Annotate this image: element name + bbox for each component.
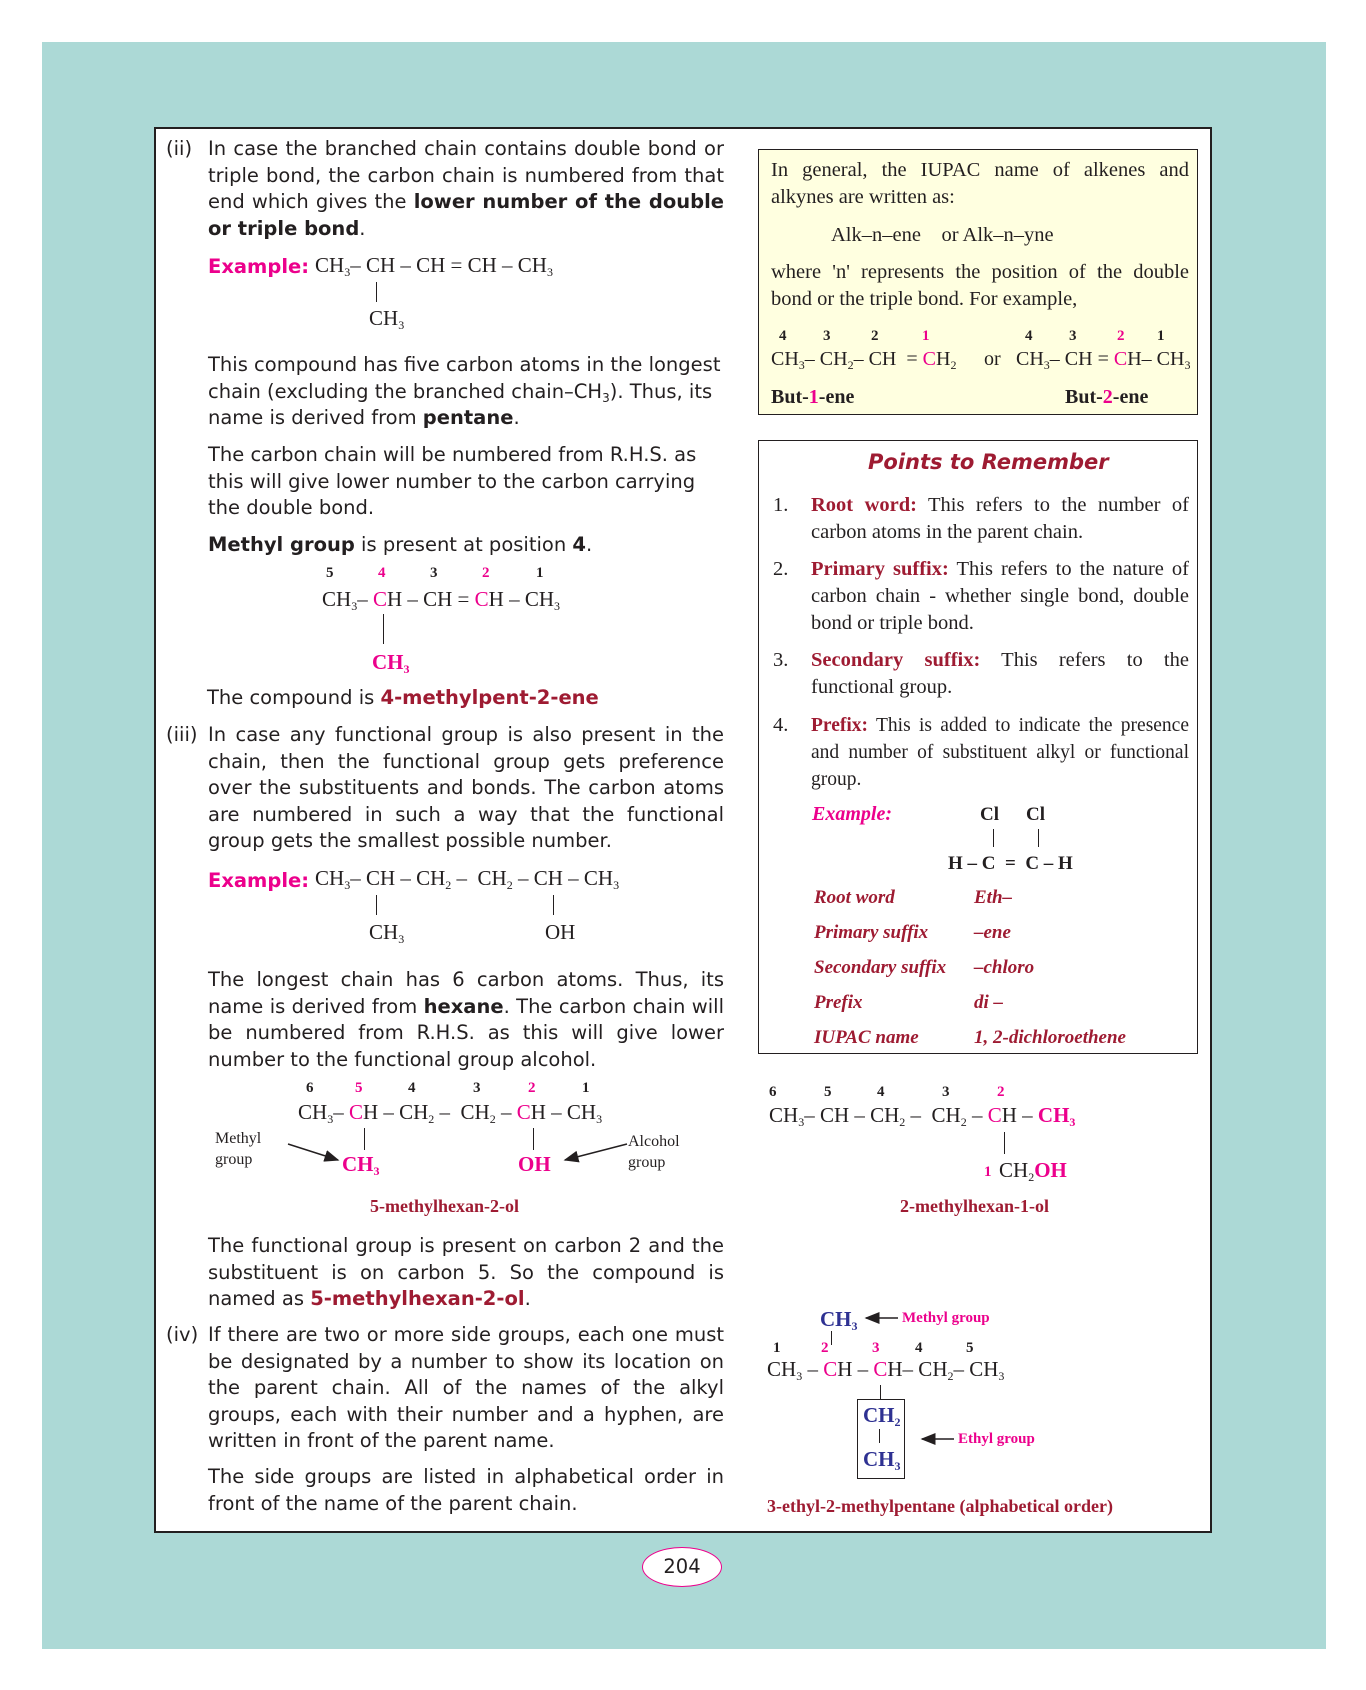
- bond-line: [364, 1128, 365, 1150]
- alcohol-group-label: Alcohol group: [628, 1133, 680, 1171]
- chain-number: 1: [773, 1340, 781, 1356]
- chain-number: 2: [1117, 328, 1125, 344]
- chain-number: 3: [430, 565, 438, 581]
- iii-example-label: Example:: [208, 869, 310, 892]
- iii-caption: 5-methylhexan-2-ol: [370, 1196, 519, 1216]
- general-text-1: In general, the IUPAC name of alkenes and alkynes are written as:: [771, 159, 1189, 208]
- chain-number: 3: [823, 328, 831, 344]
- chain-number: 6: [306, 1080, 314, 1096]
- chain-number: 2: [821, 1340, 829, 1356]
- general-text-2: where 'n' represents the position of the double bond or the triple bond. For example,: [771, 261, 1189, 310]
- points-row-key: IUPAC name: [814, 1027, 919, 1048]
- bond-line: [1038, 829, 1039, 847]
- hexanol-chain: $CH_3-$ CH – $CH_2 - CH_2$ – CH – $CH_3$: [769, 1103, 1076, 1129]
- chain-number: 6: [769, 1084, 777, 1100]
- point-2: Primary suffix: This refers to the nature of carbon chain - whether single bond, double bond or triple bond.: [811, 558, 1189, 634]
- points-example-label: Example:: [812, 803, 892, 825]
- points-row-value: 1, 2-dichloroethene: [974, 1027, 1126, 1048]
- methyl-group-tag: Methyl group: [902, 1310, 990, 1326]
- chain-number: 2: [871, 328, 879, 344]
- chain-number: 4: [915, 1340, 923, 1356]
- arrow-to-methyl-icon: [260, 1138, 342, 1168]
- iii-branch-ch3: $CH_3$: [369, 920, 405, 946]
- bond-line: [879, 1429, 880, 1443]
- chain-number: 3: [942, 1084, 950, 1100]
- chain-number: 2: [482, 565, 490, 581]
- point-number: 3.: [773, 649, 789, 671]
- bond-line: [376, 282, 377, 302]
- or-text: or: [984, 348, 1001, 370]
- ii-example-branch: $CH_3$: [369, 306, 405, 332]
- points-row-key: Secondary suffix: [814, 957, 947, 978]
- arrow-methyl-icon: [862, 1310, 902, 1326]
- iii-example-chain: $CH_3-$ CH – $CH_2 - CH_2$ – CH – $CH_3$: [315, 866, 620, 892]
- points-row-value: –chloro: [974, 957, 1035, 978]
- chain-number: 5: [824, 1084, 832, 1100]
- ethyl-ch2: $CH_2$: [863, 1403, 901, 1429]
- chain-number: 4: [378, 565, 386, 581]
- chain-number: 3: [1069, 328, 1077, 344]
- point-4: Prefix: This is added to indicate the presence and number of substituent alkyl or functional group.: [811, 715, 1189, 790]
- general-formula: Alk–n–ene or Alk–n–yne: [831, 224, 1054, 246]
- arrow-to-alcohol-icon: [555, 1138, 635, 1168]
- bond-line: [880, 1385, 881, 1399]
- iii-para-1: The longest chain has 6 carbon atoms. Thus, its name is derived from hexane. The carbon chain will be numbered from R.H.S. as this will give lower number to the functional group alcohol.: [208, 968, 725, 1071]
- dichloroethene-structure: H – C = C – H: [948, 853, 1073, 874]
- bond-line: [383, 614, 384, 644]
- bond-line: [1004, 1132, 1005, 1154]
- chain-number: 5: [355, 1080, 363, 1096]
- points-row-key: Root word: [814, 887, 895, 908]
- item-marker-ii: (ii): [166, 137, 193, 160]
- point-3: Secondary suffix: This refers to the functional group.: [811, 649, 1189, 698]
- bond-line: [831, 1331, 832, 1345]
- chain-number: 1: [922, 328, 930, 344]
- chain-number: 3: [473, 1080, 481, 1096]
- point-number: 4.: [773, 714, 789, 736]
- right-caption-1: 2-methylhexan-1-ol: [900, 1196, 1049, 1216]
- chain-number: 4: [1025, 328, 1033, 344]
- pentane-chain: $CH_3$ – CH – CH– $CH_2-$ $CH_3$: [767, 1357, 1005, 1383]
- iii-oh-branch: OH: [518, 1152, 551, 1176]
- chain-number: 1: [582, 1080, 590, 1096]
- ii-example-chain: $CH_3-$ CH – CH = CH – $CH_3$: [315, 253, 553, 279]
- but-1-ene-name: But-1-ene: [771, 386, 855, 408]
- chain-number: 2: [997, 1084, 1005, 1100]
- iv-intro: If there are two or more side groups, each one must be designated by a number to show its location on the parent chain. All of the names of the alkyl groups, each with their number and a hyphen, are written in front of the parent name.: [208, 1323, 724, 1452]
- ii-result: The compound is 4-methylpent-2-ene: [207, 686, 599, 709]
- chain-number: 1: [1157, 328, 1165, 344]
- methyl-branch: $CH_3$: [820, 1307, 858, 1333]
- chain-number: 2: [528, 1080, 536, 1096]
- ii-para-3: Methyl group is present at position 4.: [208, 533, 593, 556]
- points-row-value: Eth–: [974, 887, 1013, 908]
- bond-line: [553, 895, 554, 915]
- point-number: 2.: [773, 558, 789, 580]
- iii-methyl-branch: $CH_3$: [342, 1152, 380, 1178]
- chain-number: 5: [326, 565, 334, 581]
- chain-number: 4: [408, 1080, 416, 1096]
- chain-number: 4: [877, 1084, 885, 1100]
- chlorine-2: Cl: [1026, 804, 1045, 825]
- methyl-group-label: Methyl group: [215, 1130, 262, 1168]
- ethyl-ch3: $CH_3$: [863, 1447, 901, 1473]
- ii-para-2: The carbon chain will be numbered from R.H.S. as this will give lower number to the carbon carrying the double bond.: [208, 443, 697, 519]
- points-row-key: Prefix: [814, 992, 863, 1013]
- chain-number: 5: [966, 1340, 974, 1356]
- ii-intro: In case the branched chain contains double bond or triple bond, the carbon chain is numbered from that end which gives the lower number of the double or triple bond.: [208, 137, 724, 240]
- points-row-value: di –: [974, 992, 1004, 1013]
- iv-para-2: The side groups are listed in alphabetical order in front of the name of the parent chain.: [208, 1465, 724, 1515]
- points-row-value: –ene: [974, 922, 1011, 943]
- page-number: 204: [642, 1547, 722, 1587]
- points-title: Points to Remember: [868, 450, 1109, 474]
- chain-number: 1: [536, 565, 544, 581]
- item-marker-iii: (iii): [166, 723, 198, 746]
- but-2-ene-name: But-2-ene: [1065, 386, 1149, 408]
- ethyl-group-tag: Ethyl group: [958, 1431, 1035, 1447]
- chain-number: 4: [779, 328, 787, 344]
- chain-number: 1: [984, 1164, 992, 1180]
- butene-1-formula: $CH_3-$ $CH_2-$ CH = $CH_2$: [771, 348, 957, 372]
- chain-number: 3: [872, 1340, 880, 1356]
- bond-line: [993, 829, 994, 847]
- iii-branch-oh: OH: [545, 920, 576, 944]
- bond-line: [533, 1128, 534, 1150]
- item-marker-iv: (iv): [166, 1323, 199, 1346]
- arrow-ethyl-icon: [918, 1431, 958, 1447]
- iii-intro: In case any functional group is also present in the chain, then the functional group gets preference over the substituents and bonds. The carbon atoms are numbered in such a way that the functional group gets the smallest possible number.: [208, 723, 724, 852]
- iii-para-2: The functional group is present on carbon 2 and the substituent is on carbon 5. So the compound is named as 5-methylhexan-2-ol.: [208, 1234, 724, 1310]
- chlorine-1: Cl: [980, 804, 999, 825]
- ii-para-1: This compound has five carbon atoms in the longest chain (excluding the branched chain–$CH_3$). Thus, its name is derived from pentane.: [208, 353, 721, 429]
- ii-numbered-chain: $CH_3-$ CH – CH = CH – $CH_3$: [322, 587, 560, 613]
- point-number: 1.: [773, 494, 789, 516]
- points-row-key: Primary suffix: [814, 922, 929, 943]
- ii-example-label: Example:: [208, 255, 310, 278]
- ii-methyl-branch: $CH_3$: [372, 650, 410, 676]
- bond-line: [376, 895, 377, 915]
- ch2oh-branch: $CH_2OH$: [999, 1158, 1067, 1184]
- point-1: Root word: This refers to the number of carbon atoms in the parent chain.: [811, 494, 1189, 543]
- butene-2-formula: $CH_3-$ CH = CH– $CH_3$: [1016, 348, 1191, 372]
- right-caption-2: 3-ethyl-2-methylpentane (alphabetical order): [767, 1496, 1113, 1516]
- iii-numbered-chain: $CH_3-$ CH – $CH_2 - CH_2$ – CH – $CH_3$: [298, 1100, 603, 1126]
